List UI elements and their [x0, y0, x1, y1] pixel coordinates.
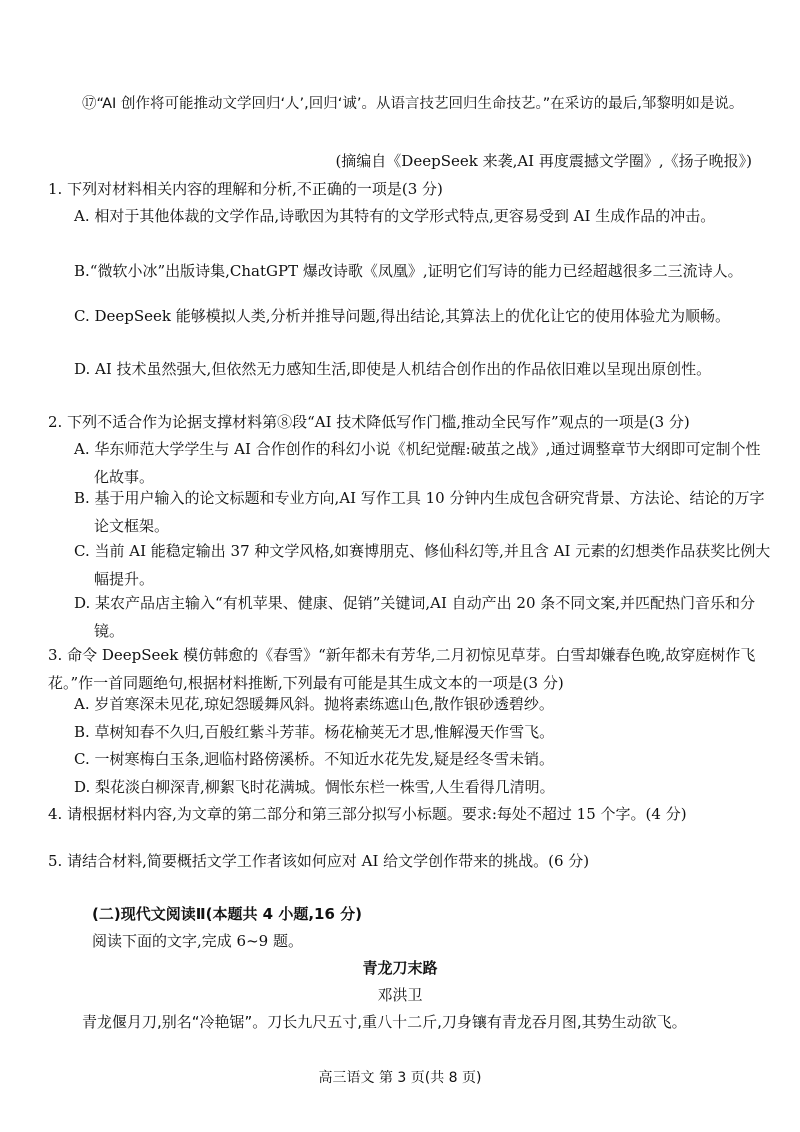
question-1-option-a: A. 相对于其他体裁的文学作品,诗歌因为其特有的文学形式特点,更容易受到 AI 生成作品的冲击。	[74, 207, 716, 225]
question-3-option-a: A. 岁首寒深未见花,琼妃怨暖舞风斜。抛将素练遮山色,散作银砂透碧纱。	[74, 695, 554, 713]
question-2-stem: 2. 下列不适合作为论据支撑材料第⑧段“AI 技术降低写作门槛,推动全民写作”观点的一项是(3 分)	[48, 413, 690, 431]
question-3-stem: 3. 命令 DeepSeek 模仿韩愈的《春雪》“新年都未有芳华,二月初惊见草芽。白雪却嫌春色晚,故穿庭树作飞花。”作一首同题绝句,根据材料推断,下列最有可能是其生成文本的一项是(3 分)	[48, 646, 756, 692]
question-1-option-d: D. AI 技术虽然强大,但依然无力感知生活,即使是人机结合创作出的作品依旧难以呈现出原创性。	[74, 360, 712, 378]
question-3-option-c: C. 一树寒梅白玉条,迥临村路傍溪桥。不知近水花先发,疑是经冬雪未销。	[74, 750, 555, 768]
story-author: 邓洪卫	[377, 986, 423, 1004]
question-1-option-b: B.“微软小冰”出版诗集,ChatGPT 爆改诗歌《凤凰》,证明它们写诗的能力已经超越很多二三流诗人。	[74, 262, 743, 280]
question-4: 4. 请根据材料内容,为文章的第二部分和第三部分拟写小标题。要求:每处不超过 15 个字。(4 分)	[48, 805, 687, 823]
question-3-option-d: D. 梨花淡白柳深青,柳絮飞时花满城。惆怅东栏一株雪,人生看得几清明。	[74, 778, 555, 796]
section-instruction: 阅读下面的文字,完成 6~9 题。	[92, 932, 303, 950]
story-title: 青龙刀末路	[362, 959, 438, 977]
question-1-stem: 1. 下列对材料相关内容的理解和分析,不正确的一项是(3 分)	[48, 180, 443, 198]
question-2-option-b: B. 基于用户输入的论文标题和专业方向,AI 写作工具 10 分钟内生成包含研究背景、方法论、结论的万字论文框架。	[74, 489, 765, 535]
question-3-option-b: B. 草树知春不久归,百般红紫斗芳菲。杨花榆荚无才思,惟解漫天作雪飞。	[74, 723, 555, 741]
question-5: 5. 请结合材料,简要概括文学工作者该如何应对 AI 给文学创作带来的挑战。(6 分)	[48, 852, 590, 870]
source-citation: (摘编自《DeepSeek 来袭,AI 再度震撼文学圈》,《扬子晚报》)	[335, 152, 752, 170]
question-2-option-c: C. 当前 AI 能稳定输出 37 种文学风格,如赛博朋克、修仙科幻等,并且含 AI 元素的幻想类作品获奖比例大幅提升。	[74, 542, 771, 588]
question-2-option-d: D. 某农产品店主输入“有机苹果、健康、促销”关键词,AI 自动产出 20 条不同文案,并匹配热门音乐和分镜。	[74, 594, 756, 640]
section-title: (二)现代文阅读Ⅱ(本题共 4 小题,16 分)	[92, 905, 362, 923]
page-footer: 高三语文 第 3 页(共 8 页)	[318, 1070, 482, 1086]
story-paragraph-1: 青龙偃月刀,别名“冷艳锯”。刀长九尺五寸,重八十二斤,刀身镶有青龙吞月图,其势生动欲飞。	[82, 1013, 687, 1031]
question-2-option-a: A. 华东师范大学学生与 AI 合作创作的科幻小说《机纪觉醒:破茧之战》,通过调整章节大纲即可定制个性化故事。	[74, 440, 761, 486]
paragraph-17: ⑰“AI 创作将可能推动文学回归‘人’,回归‘诚’。从语言技艺回归生命技艺。”在采访的最后,邹黎明如是说。	[82, 96, 744, 112]
question-1-option-c: C. DeepSeek 能够模拟人类,分析并推导问题,得出结论,其算法上的优化让它的使用体验尤为顺畅。	[74, 307, 731, 325]
